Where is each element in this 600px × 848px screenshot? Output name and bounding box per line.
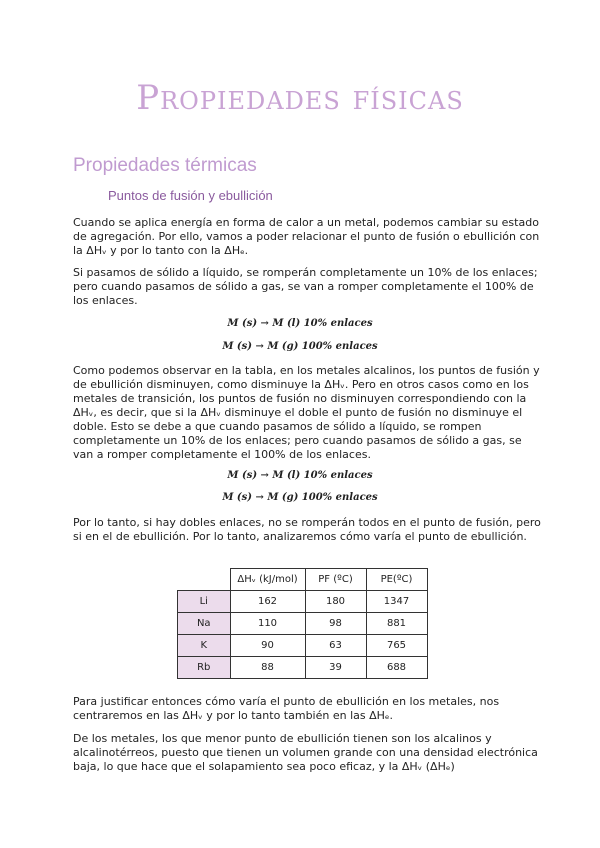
paragraph: Por lo tanto, si hay dobles enlaces, no se romperán todos en el punto de fusión, pero si en el de ebullición. Por lo tanto, analizaremos cómo varía el punto de ebullición. bbox=[73, 516, 541, 543]
formula: M (s) → M (g) 100% enlaces bbox=[222, 341, 378, 352]
table-row-label: Rb bbox=[178, 657, 231, 679]
table-row-label: Li bbox=[178, 591, 231, 613]
paragraph: Para justificar entonces cómo varía el punto de ebullición en los metales, nos centraremos en las ΔHᵥ y por lo tanto también en las ΔHₑ. bbox=[73, 695, 500, 722]
table-cell: 765 bbox=[366, 635, 427, 657]
table-row bbox=[178, 635, 428, 657]
table-header-cell: ΔHᵥ (kJ/mol) bbox=[230, 569, 305, 591]
table-cell: 1347 bbox=[366, 591, 427, 613]
table-row-label: Na bbox=[178, 613, 231, 635]
table-row-label: K bbox=[178, 635, 231, 657]
subsection-heading: Puntos de fusión y ebullición bbox=[108, 188, 273, 203]
table-cell: 63 bbox=[305, 635, 366, 657]
table-row bbox=[178, 613, 428, 635]
table-row bbox=[178, 657, 428, 679]
table-cell: 90 bbox=[230, 635, 305, 657]
table-cell: 39 bbox=[305, 657, 366, 679]
table-cell: 88 bbox=[230, 657, 305, 679]
table-header-row bbox=[178, 569, 428, 591]
properties-table bbox=[177, 568, 428, 679]
table-header-cell: PF (ºC) bbox=[305, 569, 366, 591]
paragraph: De los metales, los que menor punto de ebullición tienen son los alcalinos y alcalinotérreos, puesto que tienen un volumen grande con una densidad electrónica baja, lo que hace que el solapamiento sea poco eficaz, y la ΔHᵥ (ΔHₑ) bbox=[73, 732, 538, 773]
table-header-cell: PE(ºC) bbox=[366, 569, 427, 591]
paragraph: Como podemos observar en la tabla, en los metales alcalinos, los puntos de fusión y de ebullición disminuyen, como disminuye la ΔHᵥ. Pero en otros casos como en los metales de transición, los puntos de fusión no disminuyen correspondiendo con la ΔHᵥ, es decir, que si la ΔHᵥ disminuye el doble el punto de fusión no disminuye el doble. Esto se debe a que cuando pasamos de sólido a líquido, se rompen completamente un 10% de los enlaces; pero cuando pasamos de sólido a gas, se van a romper completamente el 100% de los enlaces. bbox=[73, 364, 540, 461]
table-cell: 98 bbox=[305, 613, 366, 635]
table-cell: 688 bbox=[366, 657, 427, 679]
table-cell: 180 bbox=[305, 591, 366, 613]
table-corner-cell bbox=[178, 569, 231, 591]
formula: M (s) → M (l) 10% enlaces bbox=[227, 470, 373, 481]
section-heading: Propiedades térmicas bbox=[73, 155, 257, 176]
paragraph: Si pasamos de sólido a líquido, se romperán completamente un 10% de los enlaces; pero cuando pasamos de sólido a gas, se van a romper completamente el 100% de los enlaces. bbox=[73, 266, 538, 307]
table-row bbox=[178, 591, 428, 613]
formula: M (s) → M (g) 100% enlaces bbox=[222, 492, 378, 503]
page-title: Propiedades físicas bbox=[136, 78, 464, 118]
paragraph: Cuando se aplica energía en forma de calor a un metal, podemos cambiar su estado de agregación. Por ello, vamos a poder relacionar el punto de fusión o ebullición con la ΔHᵥ y por lo tanto con la ΔHₑ. bbox=[73, 216, 540, 257]
table-cell: 881 bbox=[366, 613, 427, 635]
table-cell: 110 bbox=[230, 613, 305, 635]
formula: M (s) → M (l) 10% enlaces bbox=[227, 318, 373, 329]
table-cell: 162 bbox=[230, 591, 305, 613]
